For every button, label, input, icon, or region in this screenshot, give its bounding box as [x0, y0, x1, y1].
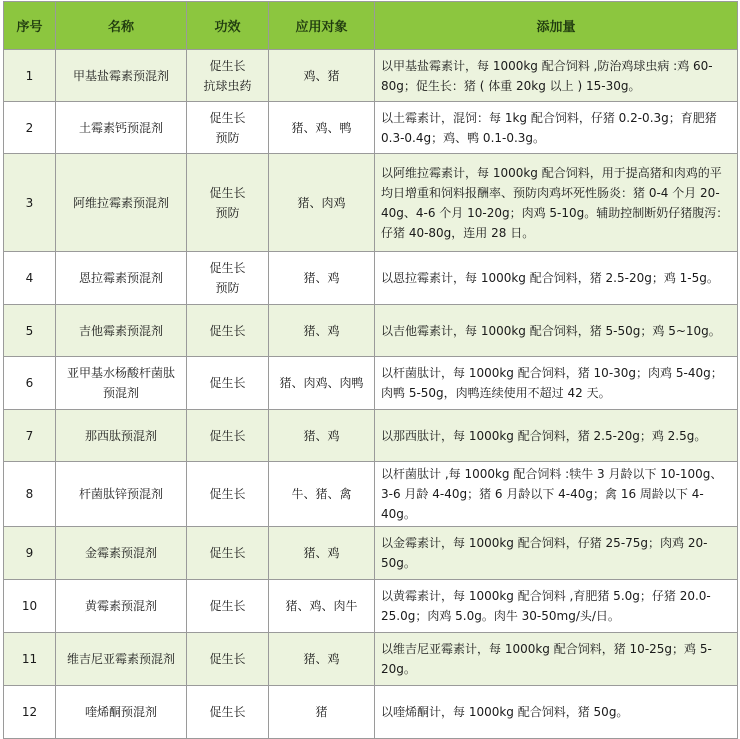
effect-text: 预防: [215, 205, 240, 220]
effect-cell: [187, 252, 269, 305]
target-text: 猪: [315, 705, 328, 719]
dosage-cell: 以恩拉霉素计，每 1000kg 配合饲料，猪 2.5-20g；鸡 1-5g。: [375, 252, 738, 305]
product-name-cell: [56, 410, 187, 462]
product-name-cell: [56, 305, 187, 357]
effect-text: 促生长: [209, 323, 246, 338]
header-effect: 功效: [187, 2, 269, 50]
product-name-cell: [56, 527, 187, 580]
dosage-cell: 以甲基盐霉素计，每 1000kg 配合饲料 ,防治鸡球虫病 :鸡 60-80g；促生长：猪 ( 体重 20kg 以上 ) 15-30g。: [375, 50, 738, 102]
product-name: 吉他霉素预混剂: [78, 323, 163, 338]
target-cell: [269, 410, 375, 462]
target-cell: [269, 357, 375, 410]
product-name-cell: [56, 102, 187, 154]
table-header: [4, 2, 738, 50]
effect-cell: [187, 633, 269, 686]
effect-text: 促生长: [209, 376, 246, 390]
row-number: 12: [4, 686, 56, 739]
effect-cell: [187, 580, 269, 633]
dosage-cell: 以维吉尼亚霉素计，每 1000kg 配合饲料，猪 10-25g；鸡 5-20g。: [375, 633, 738, 686]
product-name: 阿维拉霉素预混剂: [72, 195, 169, 210]
target-cell: [269, 102, 375, 154]
dosage-cell: 以喹烯酮计，每 1000kg 配合饲料，猪 50g。: [375, 686, 738, 739]
target-cell: [269, 580, 375, 633]
row-number: 7: [4, 410, 56, 462]
target-text: 猪、鸡: [303, 546, 340, 560]
effect-text: 促生长: [209, 546, 246, 560]
effect-text: 抗球虫药: [203, 78, 252, 93]
table-row: [4, 102, 738, 154]
table-row: [4, 357, 738, 410]
row-number: 2: [4, 102, 56, 154]
target-text: 鸡、猪: [303, 68, 340, 83]
table-row: [4, 633, 738, 686]
product-name-cell: [56, 50, 187, 102]
product-name-cell: [56, 252, 187, 305]
product-name: 喹烯酮预混剂: [84, 705, 157, 719]
product-name: 那西肽预混剂: [84, 428, 157, 443]
product-name-cell: [56, 357, 187, 410]
target-cell: [269, 527, 375, 580]
effect-cell: [187, 462, 269, 527]
table-row: [4, 580, 738, 633]
product-name: 亚甲基水杨酸杆菌肽: [66, 366, 175, 380]
target-text: 猪、肉鸡、肉鸭: [279, 376, 364, 390]
row-number: 6: [4, 357, 56, 410]
effect-text: 促生长: [209, 58, 246, 73]
target-cell: [269, 252, 375, 305]
dosage-cell: 以杆菌肽计，每 1000kg 配合饲料，猪 10-30g；肉鸡 5-40g；肉鸭 5-50g，肉鸭连续使用不超过 42 天。: [375, 357, 738, 410]
effect-text: 促生长: [209, 705, 246, 719]
target-cell: [269, 305, 375, 357]
target-cell: [269, 154, 375, 252]
dosage-cell: 以土霉素计，混饲：每 1kg 配合饲料，仔猪 0.2-0.3g；育肥猪 0.3-0.4g；鸡、鸭 0.1-0.3g。: [375, 102, 738, 154]
effect-cell: [187, 357, 269, 410]
target-text: 牛、猪、禽: [291, 487, 352, 501]
effect-cell: [187, 305, 269, 357]
header-target: 应用对象: [269, 2, 375, 50]
row-number: 9: [4, 527, 56, 580]
product-name-cell: [56, 633, 187, 686]
target-cell: [269, 462, 375, 527]
effect-text: 促生长: [209, 428, 246, 443]
product-name: 维吉尼亚霉素预混剂: [66, 652, 175, 666]
effect-text: 促生长: [209, 261, 246, 275]
row-number: 11: [4, 633, 56, 686]
product-name-cell: [56, 154, 187, 252]
effect-text: 促生长: [209, 185, 246, 200]
effect-cell: [187, 102, 269, 154]
product-name: 甲基盐霉素预混剂: [72, 68, 169, 83]
header-name: 名称: [56, 2, 187, 50]
target-text: 猪、鸡: [303, 323, 340, 338]
dosage-cell: 以金霉素计，每 1000kg 配合饲料，仔猪 25-75g；肉鸡 20-50g。: [375, 527, 738, 580]
product-name: 预混剂: [102, 386, 139, 400]
header-no: 序号: [4, 2, 56, 50]
effect-text: 促生长: [209, 110, 246, 125]
product-name-cell: [56, 462, 187, 527]
dosage-cell: 以吉他霉素计，每 1000kg 配合饲料，猪 5-50g；鸡 5~10g。: [375, 305, 738, 357]
table-row: [4, 410, 738, 462]
table-row: [4, 252, 738, 305]
effect-cell: [187, 50, 269, 102]
row-number: 3: [4, 154, 56, 252]
dosage-cell: 以黄霉素计，每 1000kg 配合饲料 ,育肥猪 5.0g；仔猪 20.0-25.0g；肉鸡 5.0g。肉牛 30-50mg/头/日。: [375, 580, 738, 633]
row-number: 1: [4, 50, 56, 102]
product-name-cell: [56, 580, 187, 633]
product-name: 杆菌肽锌预混剂: [78, 487, 163, 501]
dosage-cell: 以阿维拉霉素计，每 1000kg 配合饲料，用于提高猪和肉鸡的平均日增重和饲料报酬率、预防肉鸡坏死性肠炎：猪 0-4 个月 20-40g、4-6 个月 10-20g；肉鸡 5-10g。辅助控制断奶仔猪腹泻：仔猪 40-80g，连用 28 日。: [375, 154, 738, 252]
target-text: 猪、鸡: [303, 271, 340, 285]
product-name: 黄霉素预混剂: [84, 599, 157, 613]
target-text: 猪、鸡、肉牛: [285, 599, 358, 613]
dosage-cell: 以那西肽计，每 1000kg 配合饲料，猪 2.5-20g；鸡 2.5g。: [375, 410, 738, 462]
row-number: 5: [4, 305, 56, 357]
target-cell: [269, 50, 375, 102]
header-row: [4, 2, 738, 50]
product-name: 恩拉霉素预混剂: [78, 271, 163, 285]
effect-cell: [187, 410, 269, 462]
table-row: [4, 462, 738, 527]
dosage-cell: 以杆菌肽计 ,每 1000kg 配合饲料 :犊牛 3 月龄以下 10-100g、3-6 月龄 4-40g；猪 6 月龄以下 4-40g；禽 16 周龄以下 4-40g。: [375, 462, 738, 527]
table-row: [4, 305, 738, 357]
table-row: [4, 527, 738, 580]
product-name: 土霉素钙预混剂: [78, 120, 163, 135]
table-body: [4, 50, 738, 739]
effect-text: 预防: [215, 281, 240, 295]
target-text: 猪、鸡: [303, 428, 340, 443]
effect-text: 预防: [215, 130, 240, 145]
effect-text: 促生长: [209, 652, 246, 666]
table-row: [4, 50, 738, 102]
effect-text: 促生长: [209, 599, 246, 613]
feed-additive-table: [3, 1, 738, 739]
target-text: 猪、鸡: [303, 652, 340, 666]
row-number: 10: [4, 580, 56, 633]
target-text: 猪、鸡、鸭: [291, 120, 352, 135]
row-number: 4: [4, 252, 56, 305]
product-name: 金霉素预混剂: [84, 546, 157, 560]
target-text: 猪、肉鸡: [297, 195, 346, 210]
target-cell: [269, 633, 375, 686]
effect-text: 促生长: [209, 487, 246, 501]
header-dose: 添加量: [375, 2, 738, 50]
effect-cell: [187, 154, 269, 252]
row-number: 8: [4, 462, 56, 527]
effect-cell: [187, 527, 269, 580]
table-row: [4, 154, 738, 252]
